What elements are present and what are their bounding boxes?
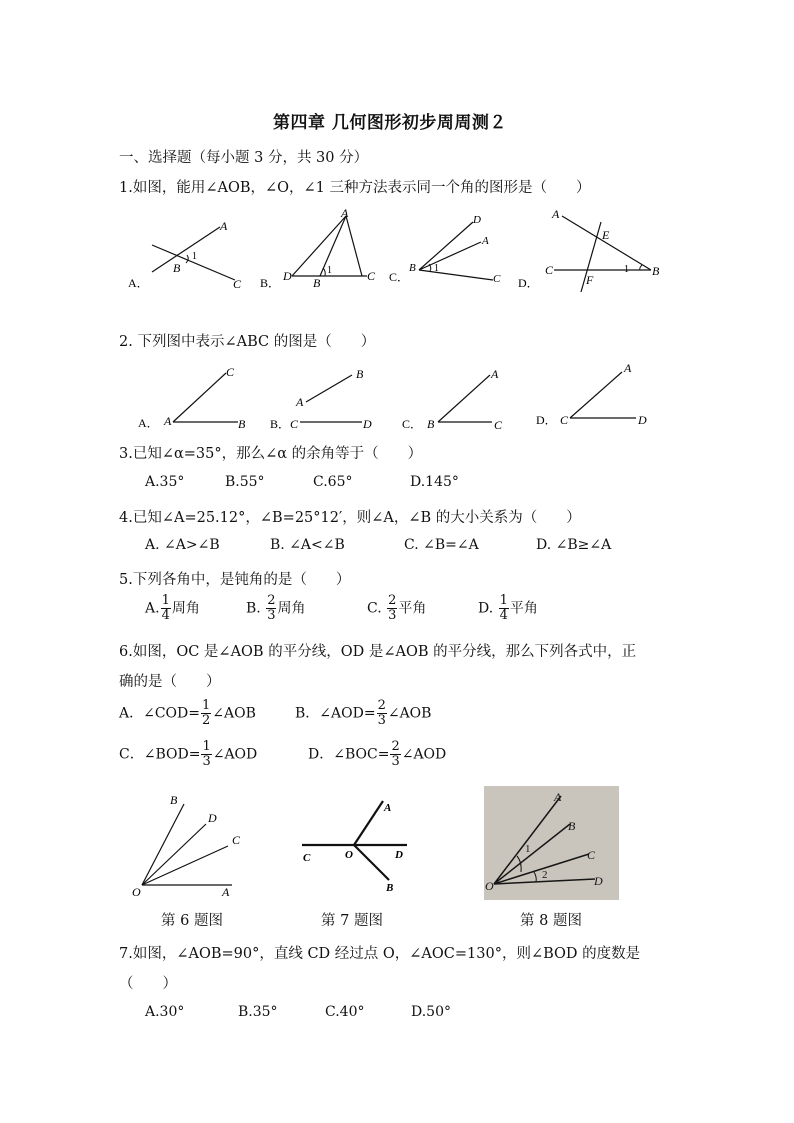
question-6-text: 6.如图，OC 是∠AOB 的平分线，OD 是∠AOB 的平分线，那么下列各式中，正	[119, 644, 637, 660]
angle-label: 1	[434, 263, 439, 274]
q4-option-d: D. ∠B≥∠A	[536, 537, 612, 553]
point-label: B	[238, 417, 246, 431]
point-label: O	[132, 885, 141, 899]
q1-figure-c	[386, 208, 516, 298]
point-label: D	[208, 811, 217, 825]
q2-option-a-label: A．	[138, 416, 159, 430]
figure-6	[130, 786, 250, 906]
angle-label: 2	[542, 869, 548, 881]
page-title: 第四章 几何图形初步周周测２	[273, 113, 507, 133]
figure-6-caption: 第 6 题图	[161, 913, 223, 929]
point-label: B	[386, 882, 394, 894]
point-label: A	[491, 367, 499, 381]
question-2-text: 2. 下列图中表示∠ABC 的图是（ ）	[119, 334, 376, 350]
angle-label: 1	[192, 251, 197, 262]
q7-option-d: D.50°	[411, 1004, 451, 1020]
q1-figure-d	[514, 204, 664, 294]
point-label: O	[345, 849, 353, 861]
question-6-text-cont: 确的是（ ）	[119, 674, 221, 690]
point-label: B	[409, 262, 416, 274]
point-label: D	[395, 849, 403, 861]
point-label: D	[363, 417, 372, 431]
q5-option-a: A. $\frac{1}{4}$ 周角	[145, 593, 200, 623]
point-label: D	[594, 874, 603, 888]
angle-label: 1	[327, 265, 332, 276]
point-label: B	[313, 276, 321, 290]
figure-7-caption: 第 7 题图	[321, 913, 383, 929]
point-label: O	[485, 879, 494, 893]
point-label: C	[560, 413, 569, 427]
point-label: A	[552, 207, 560, 221]
q1-option-c-label: C．	[389, 270, 410, 284]
q3-option-c: C.65°	[313, 474, 353, 490]
point-label: A	[164, 414, 172, 428]
point-label: B	[568, 819, 576, 833]
q6-option-c: C．∠BOD= $\frac{1}{3}$ ∠AOD	[119, 739, 258, 769]
q2-figure-c	[400, 362, 530, 437]
q4-option-a: A. ∠A>∠B	[145, 537, 220, 553]
figure-8-caption: 第 8 题图	[520, 913, 582, 929]
point-label: A	[220, 219, 228, 233]
q1-option-a-label: A．	[128, 276, 149, 290]
q2-option-d-label: D．	[536, 413, 557, 427]
q7-option-a: A.30°	[145, 1004, 185, 1020]
point-label: A	[554, 790, 562, 804]
q4-option-b: B. ∠A<∠B	[270, 537, 345, 553]
angle-label: 1	[525, 843, 531, 855]
point-label: E	[602, 228, 610, 242]
q3-option-b: B.55°	[225, 474, 265, 490]
section-heading: 一、选择题（每小题 3 分，共 30 分）	[119, 150, 369, 166]
point-label: F	[586, 273, 594, 287]
q2-figure-d	[536, 360, 666, 435]
angle-label: 1	[624, 264, 629, 275]
point-label: A	[482, 235, 489, 247]
point-label: C	[226, 365, 235, 379]
question-5-text: 5.下列各角中，是钝角的是（ ）	[119, 572, 351, 588]
point-label: A	[296, 395, 304, 409]
q1-figure-a	[120, 212, 250, 302]
question-7-text: 7.如图，∠AOB=90°，直线 CD 经过点 O，∠AOC=130°，则∠BOD 的度数是	[119, 946, 641, 962]
point-label: D	[638, 413, 647, 427]
point-label: A	[624, 361, 632, 375]
q5-option-d: D. $\frac{1}{4}$ 平角	[478, 593, 538, 623]
question-7-text-cont: （ ）	[119, 976, 177, 992]
point-label: B	[173, 261, 181, 275]
q5-option-c: C. $\frac{2}{3}$ 平角	[367, 593, 427, 623]
point-label: D	[473, 214, 481, 226]
q1-option-d-label: D．	[518, 276, 539, 290]
point-label: C	[303, 852, 311, 864]
q1-figure-b	[255, 206, 385, 296]
q6-option-a: A．∠COD= $\frac{1}{2}$ ∠AOB	[119, 698, 256, 728]
point-label: C	[587, 848, 596, 862]
q7-option-b: B.35°	[238, 1004, 278, 1020]
q4-option-c: C. ∠B=∠A	[404, 537, 479, 553]
question-1-text: 1.如图，能用∠AOB，∠O，∠1 三种方法表示同一个角的图形是（ ）	[119, 180, 591, 196]
point-label: D	[283, 269, 292, 283]
point-label: B	[356, 367, 364, 381]
point-label: C	[493, 273, 501, 285]
q3-option-a: A.35°	[145, 474, 185, 490]
q2-option-b-label: B．	[270, 417, 291, 431]
point-label: C	[232, 833, 241, 847]
q7-option-c: C.40°	[325, 1004, 365, 1020]
q3-option-d: D.145°	[410, 474, 459, 490]
figure-7	[296, 794, 416, 904]
q5-option-b: B. $\frac{2}{3}$ 周角	[246, 593, 306, 623]
point-label: A	[222, 885, 230, 899]
figure-8-photo	[484, 786, 619, 900]
point-label: C	[367, 269, 376, 283]
point-label: A	[384, 802, 392, 814]
point-label: B	[170, 793, 178, 807]
q2-option-c-label: C．	[402, 417, 423, 431]
point-label: C	[545, 263, 554, 277]
question-4-text: 4.已知∠A=25.12°，∠B=25°12′，则∠A，∠B 的大小关系为（ ）	[119, 510, 581, 526]
q6-option-d: D．∠BOC= $\frac{2}{3}$ ∠AOD	[308, 739, 447, 769]
point-label: C	[494, 418, 503, 432]
q1-option-b-label: B．	[260, 276, 281, 290]
point-label: B	[652, 264, 660, 278]
q2-figure-b	[268, 362, 398, 437]
point-label: C	[233, 277, 242, 291]
q2-figure-a	[136, 362, 266, 437]
point-label: B	[427, 417, 435, 431]
point-label: C	[290, 417, 299, 431]
q6-option-b: B．∠AOD= $\frac{2}{3}$ ∠AOB	[295, 698, 432, 728]
point-label: A	[341, 206, 349, 220]
question-3-text: 3.已知∠α=35°，那么∠α 的余角等于（ ）	[119, 446, 423, 462]
